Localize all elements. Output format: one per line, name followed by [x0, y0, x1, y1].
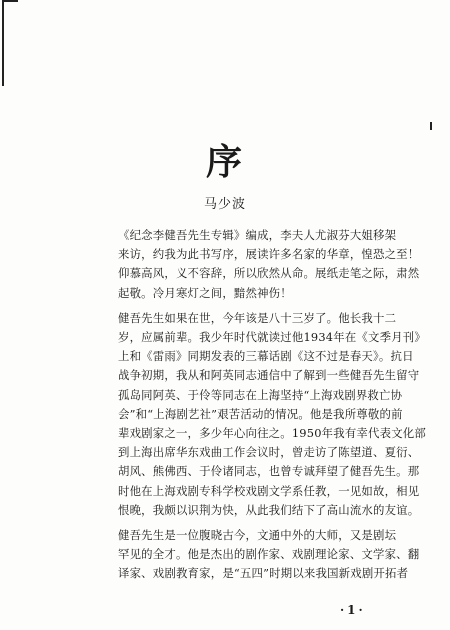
text-line: 岁，应属前辈。我少年时代就读过他1934年在《文季月刊》 [118, 330, 426, 345]
text-line: 来访，约我为此书写序，展读许多名家的华章，惶恐之至！ [118, 247, 420, 262]
text-line: 译家、戏剧教育家，是“五四”时期以来我国新戏剧开拓者 [118, 566, 409, 581]
document-title: 序 [205, 141, 244, 183]
text-line: 上和《雷雨》同期发表的三幕话剧《这不过是春天》。抗日 [118, 349, 414, 364]
body-text [118, 226, 426, 584]
text-line: 时他在上海戏剧专科学校戏剧文学系任教，一见如故，相见 [118, 483, 420, 498]
text-line: 《纪念李健吾先生专辑》编成，李夫人尤淑芬大姐移架 [118, 228, 397, 242]
text-line: 会”和“上海剧艺社”艰苦活动的情况。他是我所尊敬的前 [118, 406, 403, 421]
paragraph [118, 526, 418, 584]
page-number: ·1· [340, 603, 366, 617]
author-name: 马少波 [203, 197, 246, 212]
text-line: 胡风、熊佛西、于伶诸同志，也曾专诚拜望了健吾先生。那 [118, 464, 420, 479]
text-line: 健吾先生是一位腹晓古今，文通中外的大师，又是剧坛 [118, 528, 397, 543]
text-line: 仰慕高风，义不容辞，所以欣然从命。展纸走笔之际，肃然 [118, 266, 420, 281]
text-line: 健吾先生如果在世，今年该是八十三岁了。他长我十二 [118, 310, 397, 325]
text-line: 战争初期，我从和阿英同志通信中了解到一些健吾先生留守 [118, 368, 420, 383]
text-line: 罕见的全才。他是杰出的剧作家、戏剧理论家、文学家、翻 [118, 547, 420, 562]
text-line: 到上海出席华东戏曲工作会议时，曾走访了陈望道、夏衍、 [118, 445, 420, 460]
scan-tick-mark [430, 122, 432, 130]
text-line: 孤岛同阿英、于伶等同志在上海坚持“上海戏剧界救亡协 [118, 387, 403, 402]
text-line: 恨晚，我颇以识荆为快，从此我们结下了高山流水的友谊。 [118, 502, 420, 517]
text-line: 辈戏剧家之一，多少年心向往之。1950年我有幸代表文化部 [118, 426, 426, 441]
paragraph [118, 226, 418, 303]
text-line: 起敬。冷月寒灯之间，黯然神伤！ [118, 285, 292, 300]
paragraph [118, 309, 426, 520]
scan-corner-mark [2, 0, 18, 86]
